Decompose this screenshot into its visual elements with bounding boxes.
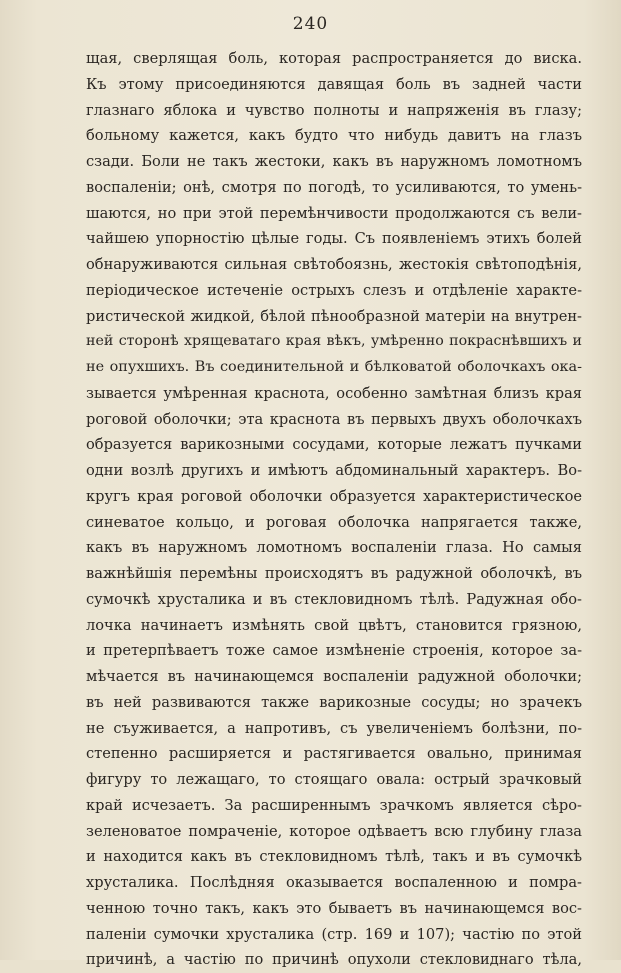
text-line: край исчезаетъ. За расширеннымъ зрачкомъ является сѣро-	[86, 796, 582, 814]
text-line: въ ней развиваются также варикозные сосуды; но зрачекъ	[86, 693, 582, 711]
page-number: 240	[292, 14, 329, 34]
text-line: сзади. Боли не такъ жестоки, какъ въ наружномъ ломотномъ	[86, 153, 582, 170]
text-line: и находится какъ въ стекловидномъ тѣлѣ, такъ и въ сумочкѣ	[86, 848, 582, 866]
text-line: чайшею упорностію цѣлые годы. Съ появленіемъ этихъ болей	[86, 230, 582, 248]
text-line: степенно расширяется и растягивается овально, принимая	[86, 745, 582, 763]
text-line: щая, сверлящая боль, которая распространяется до виска.	[86, 50, 582, 67]
text-line: Къ этому присоединяются давящая боль въ задней части	[86, 75, 582, 93]
text-line: одни возлѣ другихъ и имѣютъ абдоминальный характеръ. Во-	[86, 462, 582, 479]
text-line: синеватое кольцо, и роговая оболочка напрягается также,	[86, 513, 582, 531]
text-line: воспаленіи; онѣ, смотря по погодѣ, то усиливаются, то умень-	[86, 178, 582, 196]
text-line: ристической жидкой, бѣлой пѣнообразной матеріи на внутрен-	[86, 307, 582, 325]
text-line: фигуру то лежащаго, то стоящаго овала: острый зрачковый	[86, 771, 582, 788]
text-line: кругъ края роговой оболочки образуется характеристическое	[86, 487, 582, 505]
text-line: мѣчается въ начинающемся воспаленіи радужной оболочки;	[86, 668, 582, 685]
text-line: и претерпѣваетъ тоже самое измѣненіе строенія, которое за-	[86, 642, 582, 660]
text-line: глазнаго яблока и чувство полноты и напряженія въ глазу;	[86, 101, 582, 119]
text-line: паленіи сумочки хрусталика (стр. 169 и 107); частію по этой	[86, 925, 582, 943]
text-line: не опухшихъ. Въ соединительной и бѣлковатой оболочкахъ ока-	[86, 359, 582, 375]
text-line: зывается умѣренная краснота, особенно замѣтная близъ края	[86, 384, 582, 402]
text-line: обнаруживаются сильная свѣтобоязнь, жестокія свѣтоподѣнія,	[86, 256, 582, 273]
text-line: какъ въ наружномъ ломотномъ воспаленіи глаза. Но самыя	[86, 539, 582, 557]
text-line: хрусталика. Послѣдняя оказывается воспаленною и помра-	[86, 874, 582, 891]
text-line: важнѣйшія перемѣны происходятъ въ радужной оболочкѣ, въ	[86, 565, 582, 582]
text-line: не съуживается, а напротивъ, съ увеличеніемъ болѣзни, по-	[86, 719, 582, 737]
text-line: шаются, но при этой перемѣнчивости продолжаются съ вели-	[86, 204, 582, 222]
text-line: періодическое истеченіе острыхъ слезъ и отдѣленіе характе-	[86, 281, 582, 299]
text-line: больному кажется, какъ будто что нибудь давитъ на глазъ	[86, 127, 582, 145]
text-line: ченною точно такъ, какъ это бываетъ въ начинающемся вос-	[86, 899, 582, 917]
text-line: ней сторонѣ хрящеватаго края вѣкъ, умѣренно покраснѣвшихъ и	[86, 333, 582, 350]
text-line: образуется варикозными сосудами, которые лежатъ пучками	[86, 436, 582, 454]
text-line: лочка начинаетъ измѣнять свой цвѣтъ, становится грязною,	[86, 616, 582, 634]
text-line: сумочкѣ хрусталика и въ стекловидномъ тѣлѣ. Радужная обо-	[86, 590, 582, 608]
text-line: причинѣ, а частію по причинѣ опухоли стекловиднаго тѣла,	[86, 951, 582, 969]
text-line: роговой оболочки; эта краснота въ первыхъ двухъ оболочкахъ	[86, 410, 582, 428]
text-line: зеленоватое помраченіе, которое одѣваетъ всю глубину глаза	[86, 822, 582, 840]
body-text	[86, 46, 582, 973]
